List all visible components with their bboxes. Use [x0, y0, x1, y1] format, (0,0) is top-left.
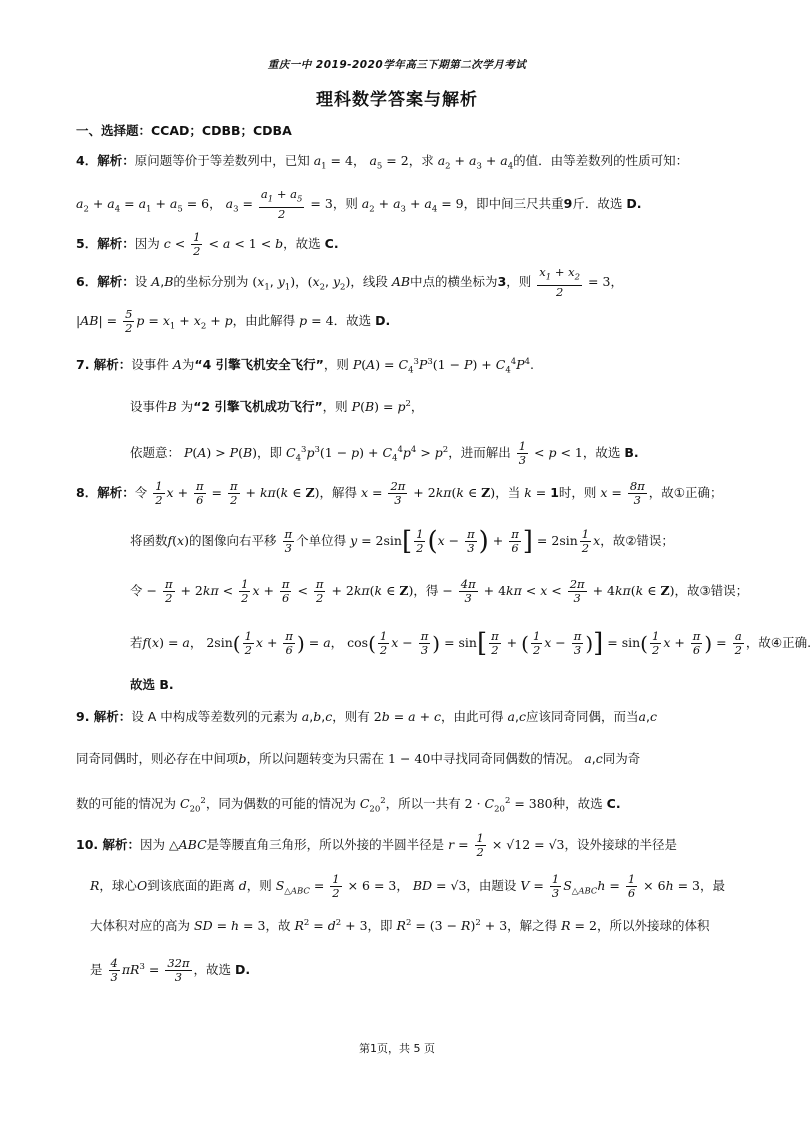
q4-label: 4．解析： [76, 153, 135, 168]
page-header: 重庆一中 2019-2020学年高三下期第二次学月考试 [267, 59, 527, 71]
page-title: 理科数学答案与解析 [316, 90, 478, 110]
q6-line-1: 6．解析：设 A,B的坐标分别为 ($x_1$, $y_1$)，($x_2$, $y_2$)，线段 AB中点的横坐标为3，则 $\frac{x_1 + x_2}{2}$ = 3， [76, 265, 623, 299]
q8-label: 8．解析： [76, 485, 135, 500]
q9-line-2: 同奇同偶时，则必存在中间项b，所以问题转变为只需在 1 − 40中寻找同奇同偶数的情况。 a,c同为奇 [76, 751, 641, 766]
q9-answer: C. [606, 796, 621, 812]
q10-answer: D. [235, 962, 251, 978]
q6-answer: D. [375, 313, 391, 328]
q9-label: 9. 解析： [76, 709, 132, 724]
q7-answer: B. [624, 445, 639, 461]
choice-answers: 一、选择题：CCAD；CDBB；CDBA [76, 123, 292, 138]
page-footer: 第1页，共 5 页 [359, 1042, 435, 1055]
q7-label: 7. 解析： [76, 357, 132, 373]
q6-label: 6．解析： [76, 274, 135, 289]
q8-line-2: 将函数f(x)的图像向右平移 $\frac{\pi}{3}$ 个单位得 y = 2sin[ $\frac{1}{2}$ (x − $\frac{\pi}{3}$ ) + $\frac{\pi}{6}$ ] = 2sin $\frac{1}{2}$ x，故②错误； [130, 526, 674, 557]
q10-line-1: 10. 解析：因为 △ABC是等腰直角三角形，所以外接的半圆半径是 r = $\frac{1}{2}$ × √12 = √3，设外接球的半径是 [76, 831, 678, 859]
q9-line-1: 9. 解析：设 A 中构成等差数列的元素为 a,b,c，则有 2b = a + c，由此可得 a,c应该同奇同偶，而当a,c [76, 709, 657, 724]
q7-line-3: 依题意： P(A) > P(B)，即 $C_4^3p^3(1 - p) + C_4^4p^4 > p^2$，进而解出 $\frac{1}{3}$ < p < 1，故选 B. [130, 439, 639, 468]
q6-line-2: |AB| = $\frac{5}{2}$ $p = x_1 + x_2 + p$，由此解得 p = 4．故选 D. [76, 307, 391, 335]
q10-line-4: 是 $\frac{4}{3}$ $\pi R^3$ = $\frac{32\pi}{3}$ ，故选 D. [90, 956, 251, 985]
q5-label: 5．解析： [76, 236, 135, 251]
q9-line-3: 数的可能的情况为 $C_{20}^2$，同为偶数的可能的情况为 $C_{20}^2$，所以一共有 $2 \cdot C_{20}^2 = 380$种，故选 C. [76, 796, 621, 815]
q4-line-2: $a_2 + a_4 = a_1 + a_5 = 6$， $a_3$ = $\frac{a_1 + a_5}{2}$ = 3，则 $a_2 + a_3 + a_4 = 9$，即中间三尺共重9斤．故选 D. [76, 187, 642, 221]
q8-line-3: 令 − $\frac{\pi}{2}$ + 2kπ < $\frac{1}{2}$ x + $\frac{\pi}{6}$ < $\frac{\pi}{2}$ + 2kπ(k ∈ Z)，得 − $\frac{4\pi}{3}$ + 4kπ < x < $\frac{2\pi}{3}$ + 4kπ(k ∈ Z)，故③错误； [130, 577, 749, 605]
q4-line-1: 4．解析：原问题等价于等差数列中，已知 $a_1 = 4$， $a_5 = 2$，求 $a_2 + a_3 + a_4$的值．由等差数列的性质可知： [76, 153, 689, 172]
q10-line-2: R，球心O到该底面的距离 d，则 $S_{\triangle ABC}$ = $\frac{1}{2}$ × 6 = 3， BD = √3，由题设 V = $\frac{1}{3}$ $S_{\triangle ABC}h$ = $\frac{1}{6}$ × 6h = 3，最 [90, 872, 726, 900]
q8-line-5: 故选 B. [130, 677, 174, 692]
q8-line-1: 8．解析：令 $\frac{1}{2}$ x + $\frac{\pi}{6}$ = $\frac{\pi}{2}$ + kπ(k ∈ Z)，解得 x = $\frac{2\pi}{3}$ + 2kπ(k ∈ Z)，当 k = 1时，则 x = $\frac{8\pi}{3}$ ，故①正确； [76, 479, 723, 507]
q10-label: 10. 解析： [76, 837, 140, 852]
q7-line-2: 设事件B 为“2 引擎飞机成功飞行”，则 $P(B) = p^2$， [130, 399, 424, 415]
q8-line-4: 若f(x) = a， 2sin( $\frac{1}{2}$ x + $\frac{\pi}{6}$ ) = a， cos( $\frac{1}{2}$ x − $\frac{\pi}{3}$ ) = sin[ $\frac{\pi}{2}$ + ( $\frac{1}{2}$ x − $\frac{\pi}{3}$ )] = sin( $\frac{1}{2}$ x + $\frac{\pi}{6}$ ) = $\frac{a}{2}$ ，故④正确. [130, 628, 811, 659]
q10-line-3: 大体积对应的高为 SD = h = 3，故 $R^2 = d^2 + 3$，即 $R^2 = (3 - R)^2 + 3$，解之得 R = 2，所以外接球的体积 [90, 918, 710, 934]
q5-answer: C. [324, 236, 339, 251]
q5-line: 5．解析：因为 c < $\frac{1}{2}$ < a < 1 < b，故选 C. [76, 230, 339, 258]
q7-line-1: 7. 解析：设事件 A为“4 引擎飞机安全飞行”，则 $P(A) = C_4^3P^3(1 - P) + C_4^4P^4$. [76, 357, 534, 376]
q4-answer: D. [626, 196, 642, 211]
